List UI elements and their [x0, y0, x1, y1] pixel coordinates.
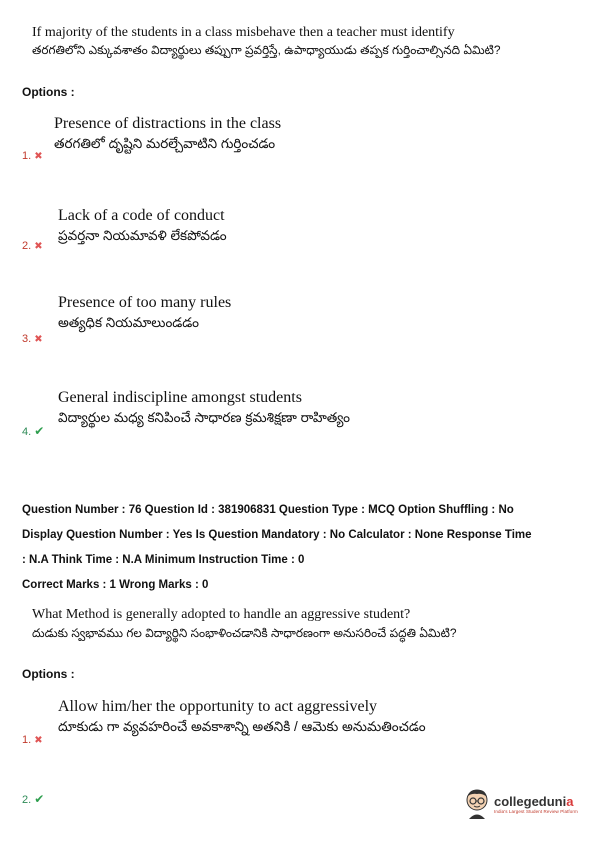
question-text-te: దుడుకు స్వభావము గల విద్యార్థిని సంభాళించడానికి సాధారణంగా అనుసరించే పద్ధతి ఏమిటి?	[32, 626, 457, 640]
correct-mark-icon: ✔	[34, 424, 45, 438]
option-1-text-te: తరగతిలో దృష్టిని మరల్చేవాటిని గుర్తించడం	[54, 136, 276, 151]
option-3-number: 3. ✖	[22, 333, 43, 345]
option-2-text-en: Lack of a code of conduct	[58, 207, 225, 224]
option-3-text-en: Presence of too many rules	[58, 294, 232, 311]
option-4-text-te: విద్యార్థుల మధ్య కనిపించే సాధారణ క్రమశిక్షణా రాహిత్యం	[58, 410, 350, 425]
marks-line: Correct Marks : 1 Wrong Marks : 0	[22, 579, 209, 591]
option-1-number: 1. ✖	[22, 734, 43, 746]
question-text-en: If majority of the students in a class misbehave then a teacher must identify	[32, 25, 455, 40]
option-1-text-te: దూకుడు గా వ్యవహరించే అవకాశాన్ని అతనికి / ఆమెకు అనుమతించడం	[58, 719, 426, 734]
wrong-mark-icon: ✖	[34, 151, 43, 162]
option-4-number: 4. ✔	[22, 424, 45, 438]
brand-tagline: India's Largest Student Review Platform	[494, 808, 578, 814]
wrong-mark-icon: ✖	[34, 334, 43, 345]
option-3-text-te: అత్యధిక నియమాలుండడం	[58, 315, 199, 330]
option-2-number: 2. ✖	[22, 240, 43, 252]
question-meta-line-2: Display Question Number : Yes Is Question Mandatory : No Calculator : None Response Time	[22, 529, 532, 541]
options-label: Options :	[22, 667, 75, 681]
option-1-text-en: Presence of distractions in the class	[54, 115, 282, 132]
option-1-text-en: Allow him/her the opportunity to act aggressively	[58, 698, 378, 715]
question-text-en: What Method is generally adopted to handle an aggressive student?	[32, 607, 411, 622]
option-4-text-en: General indiscipline amongst students	[58, 389, 302, 406]
option-1-number: 1. ✖	[22, 150, 43, 162]
brand-name: collegedunia	[494, 793, 574, 809]
options-label: Options :	[22, 85, 75, 99]
wrong-mark-icon: ✖	[34, 735, 43, 746]
option-2-number: 2. ✔	[22, 792, 45, 806]
wrong-mark-icon: ✖	[34, 241, 43, 252]
question-meta-line-3: : N.A Think Time : N.A Minimum Instruction Time : 0	[22, 554, 305, 566]
option-2-text-te: ప్రవర్తనా నియమావళి లేకపోవడం	[58, 228, 227, 243]
collegedunia-logo	[462, 788, 578, 820]
correct-mark-icon: ✔	[34, 792, 45, 806]
question-text-te: తరగతిలోని ఎక్కువశాతం విద్యార్థులు తప్పుగా ప్రవర్తిస్తే, ఉపాధ్యాయుడు తప్పక గుర్తించాల్సినది ఏమిటి?	[32, 43, 501, 57]
student-avatar-icon	[462, 788, 492, 820]
question-meta-line-1: Question Number : 76 Question Id : 381906831 Question Type : MCQ Option Shuffling : No	[22, 504, 514, 516]
